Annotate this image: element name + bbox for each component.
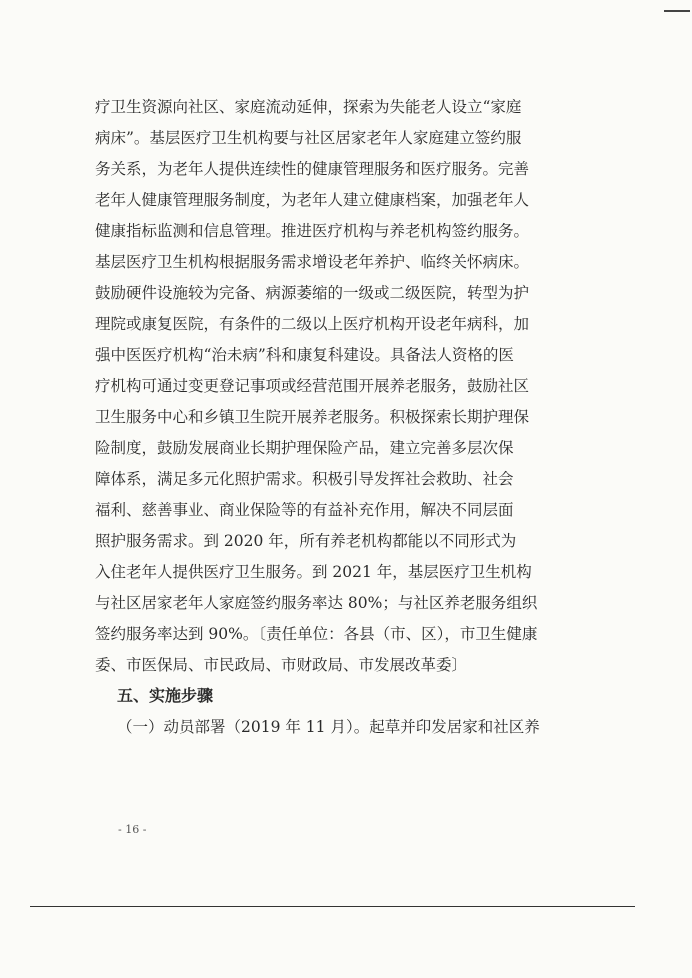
footer-rule: [30, 906, 635, 907]
text-line: 险制度，鼓励发展商业长期护理保险产品，建立完善多层次保: [95, 439, 514, 457]
text-line: 疗机构可通过变更登记事项或经营范围开展养老服务，鼓励社区: [95, 377, 530, 395]
text-line: 照护服务需求。到 2020 年，所有养老机构都能以不同形式为: [95, 532, 517, 550]
text-line: 与社区居家老年人家庭签约服务率达 80%；与社区养老服务组织: [95, 594, 538, 612]
text-line: 鼓励硬件设施较为完备、病源萎缩的一级或二级医院，转型为护: [95, 284, 530, 302]
text-line: 疗卫生资源向社区、家庭流动延伸，探索为失能老人设立“家庭: [95, 98, 522, 116]
text-line: 入住老年人提供医疗卫生服务。到 2021 年，基层医疗卫生机构: [95, 563, 532, 581]
page-number: - 16 -: [118, 823, 147, 836]
text-line: 健康指标监测和信息管理。推进医疗机构与养老机构签约服务。: [95, 222, 530, 240]
text-line: 卫生服务中心和乡镇卫生院开展养老服务。积极探索长期护理保: [95, 408, 530, 426]
section-heading: 五、实施步骤: [117, 686, 214, 705]
corner-mark: [664, 10, 690, 12]
text-line: 老年人健康管理服务制度，为老年人建立健康档案，加强老年人: [95, 191, 530, 209]
text-line: 委、市医保局、市民政局、市财政局、市发展改革委〕: [95, 656, 468, 674]
subsection-line: （一）动员部署（2019 年 11 月）。起草并印发居家和社区养: [117, 718, 540, 736]
text-line: 强中医医疗机构“治未病”科和康复科建设。具备法人资格的医: [95, 346, 514, 364]
text-line: 病床”。基层医疗卫生机构要与社区居家老年人家庭建立签约服: [95, 129, 522, 147]
text-line: 福利、慈善事业、商业保险等的有益补充作用，解决不同层面: [95, 501, 514, 519]
text-line: 基层医疗卫生机构根据服务需求增设老年养护、临终关怀病床。: [95, 253, 530, 271]
text-line: 务关系，为老年人提供连续性的健康管理服务和医疗服务。完善: [95, 160, 530, 178]
text-line: 障体系，满足多元化照护需求。积极引导发挥社会救助、社会: [95, 470, 514, 488]
text-line: 理院或康复医院，有条件的二级以上医疗机构开设老年病科，加: [95, 315, 530, 333]
text-line: 签约服务率达到 90%。〔责任单位：各县（市、区），市卫生健康: [95, 625, 538, 643]
